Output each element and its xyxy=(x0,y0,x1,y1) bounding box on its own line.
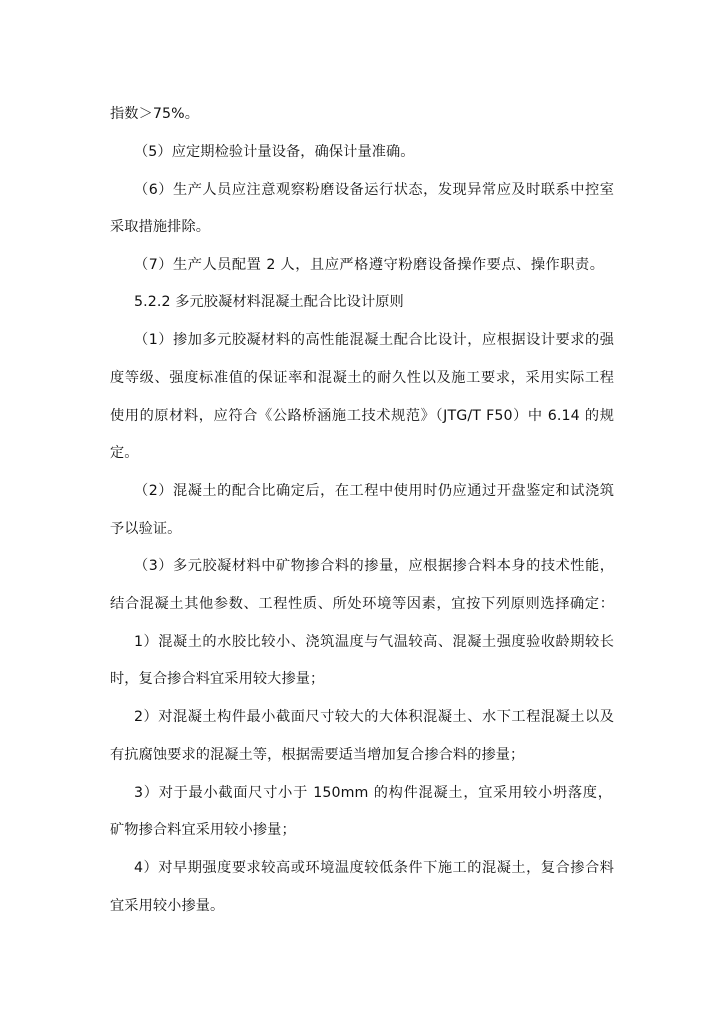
text-line: （3）多元胶凝材料中矿物掺合料的掺量，应根据掺合料本身的技术性能， xyxy=(134,558,614,574)
text-line: 4）对早期强度要求较高或环境温度较低条件下施工的混凝土，复合掺合料 xyxy=(134,860,614,876)
text-line: （5）应定期检验计量设备，确保计量准确。 xyxy=(134,144,415,160)
text-line: 使用的原材料，应符合《公路桥涵施工技术规范》（JTG/T F50）中 6.14 的规 xyxy=(110,408,614,424)
text-line: 予以验证。 xyxy=(110,521,182,537)
text-line: 矿物掺合料宜采用较小掺量； xyxy=(110,822,296,838)
text-line: （6）生产人员应注意观察粉磨设备运行状态，发现异常应及时联系中控室 xyxy=(134,182,614,198)
text-line: （1）掺加多元胶凝材料的高性能混凝土配合比设计，应根据设计要求的强 xyxy=(134,332,614,348)
text-line: 有抗腐蚀要求的混凝土等，根据需要适当增加复合掺合料的掺量； xyxy=(110,747,525,763)
text-line: 采取措施排除。 xyxy=(110,219,211,235)
text-line: （2）混凝土的配合比确定后，在工程中使用时仍应通过开盘鉴定和试浇筑 xyxy=(134,483,614,499)
text-line: 3）对于最小截面尺寸小于 150mm 的构件混凝土，宜采用较小坍落度， xyxy=(134,785,612,801)
text-line: 度等级、强度标准值的保证率和混凝土的耐久性以及施工要求，采用实际工程 xyxy=(110,370,614,386)
text-line: 时，复合掺合料宜采用较大掺量； xyxy=(110,671,325,687)
text-line: 结合混凝土其他参数、工程性质、所处环境等因素，宜按下列原则选择确定： xyxy=(110,596,614,612)
text-line: 1）混凝土的水胶比较小、浇筑温度与气温较高、混凝土强度验收龄期较长 xyxy=(134,634,614,650)
text-line: 定。 xyxy=(110,445,139,461)
text-line: 宜采用较小掺量。 xyxy=(110,898,225,914)
text-line: 指数＞75%。 xyxy=(110,106,199,122)
text-line: （7）生产人员配置 2 人，且应严格遵守粉磨设备操作要点、操作职责。 xyxy=(134,257,604,273)
section-heading: 5.2.2 多元胶凝材料混凝土配合比设计原则 xyxy=(134,294,404,310)
text-line: 2）对混凝土构件最小截面尺寸较大的大体积混凝土、水下工程混凝土以及 xyxy=(134,709,614,725)
